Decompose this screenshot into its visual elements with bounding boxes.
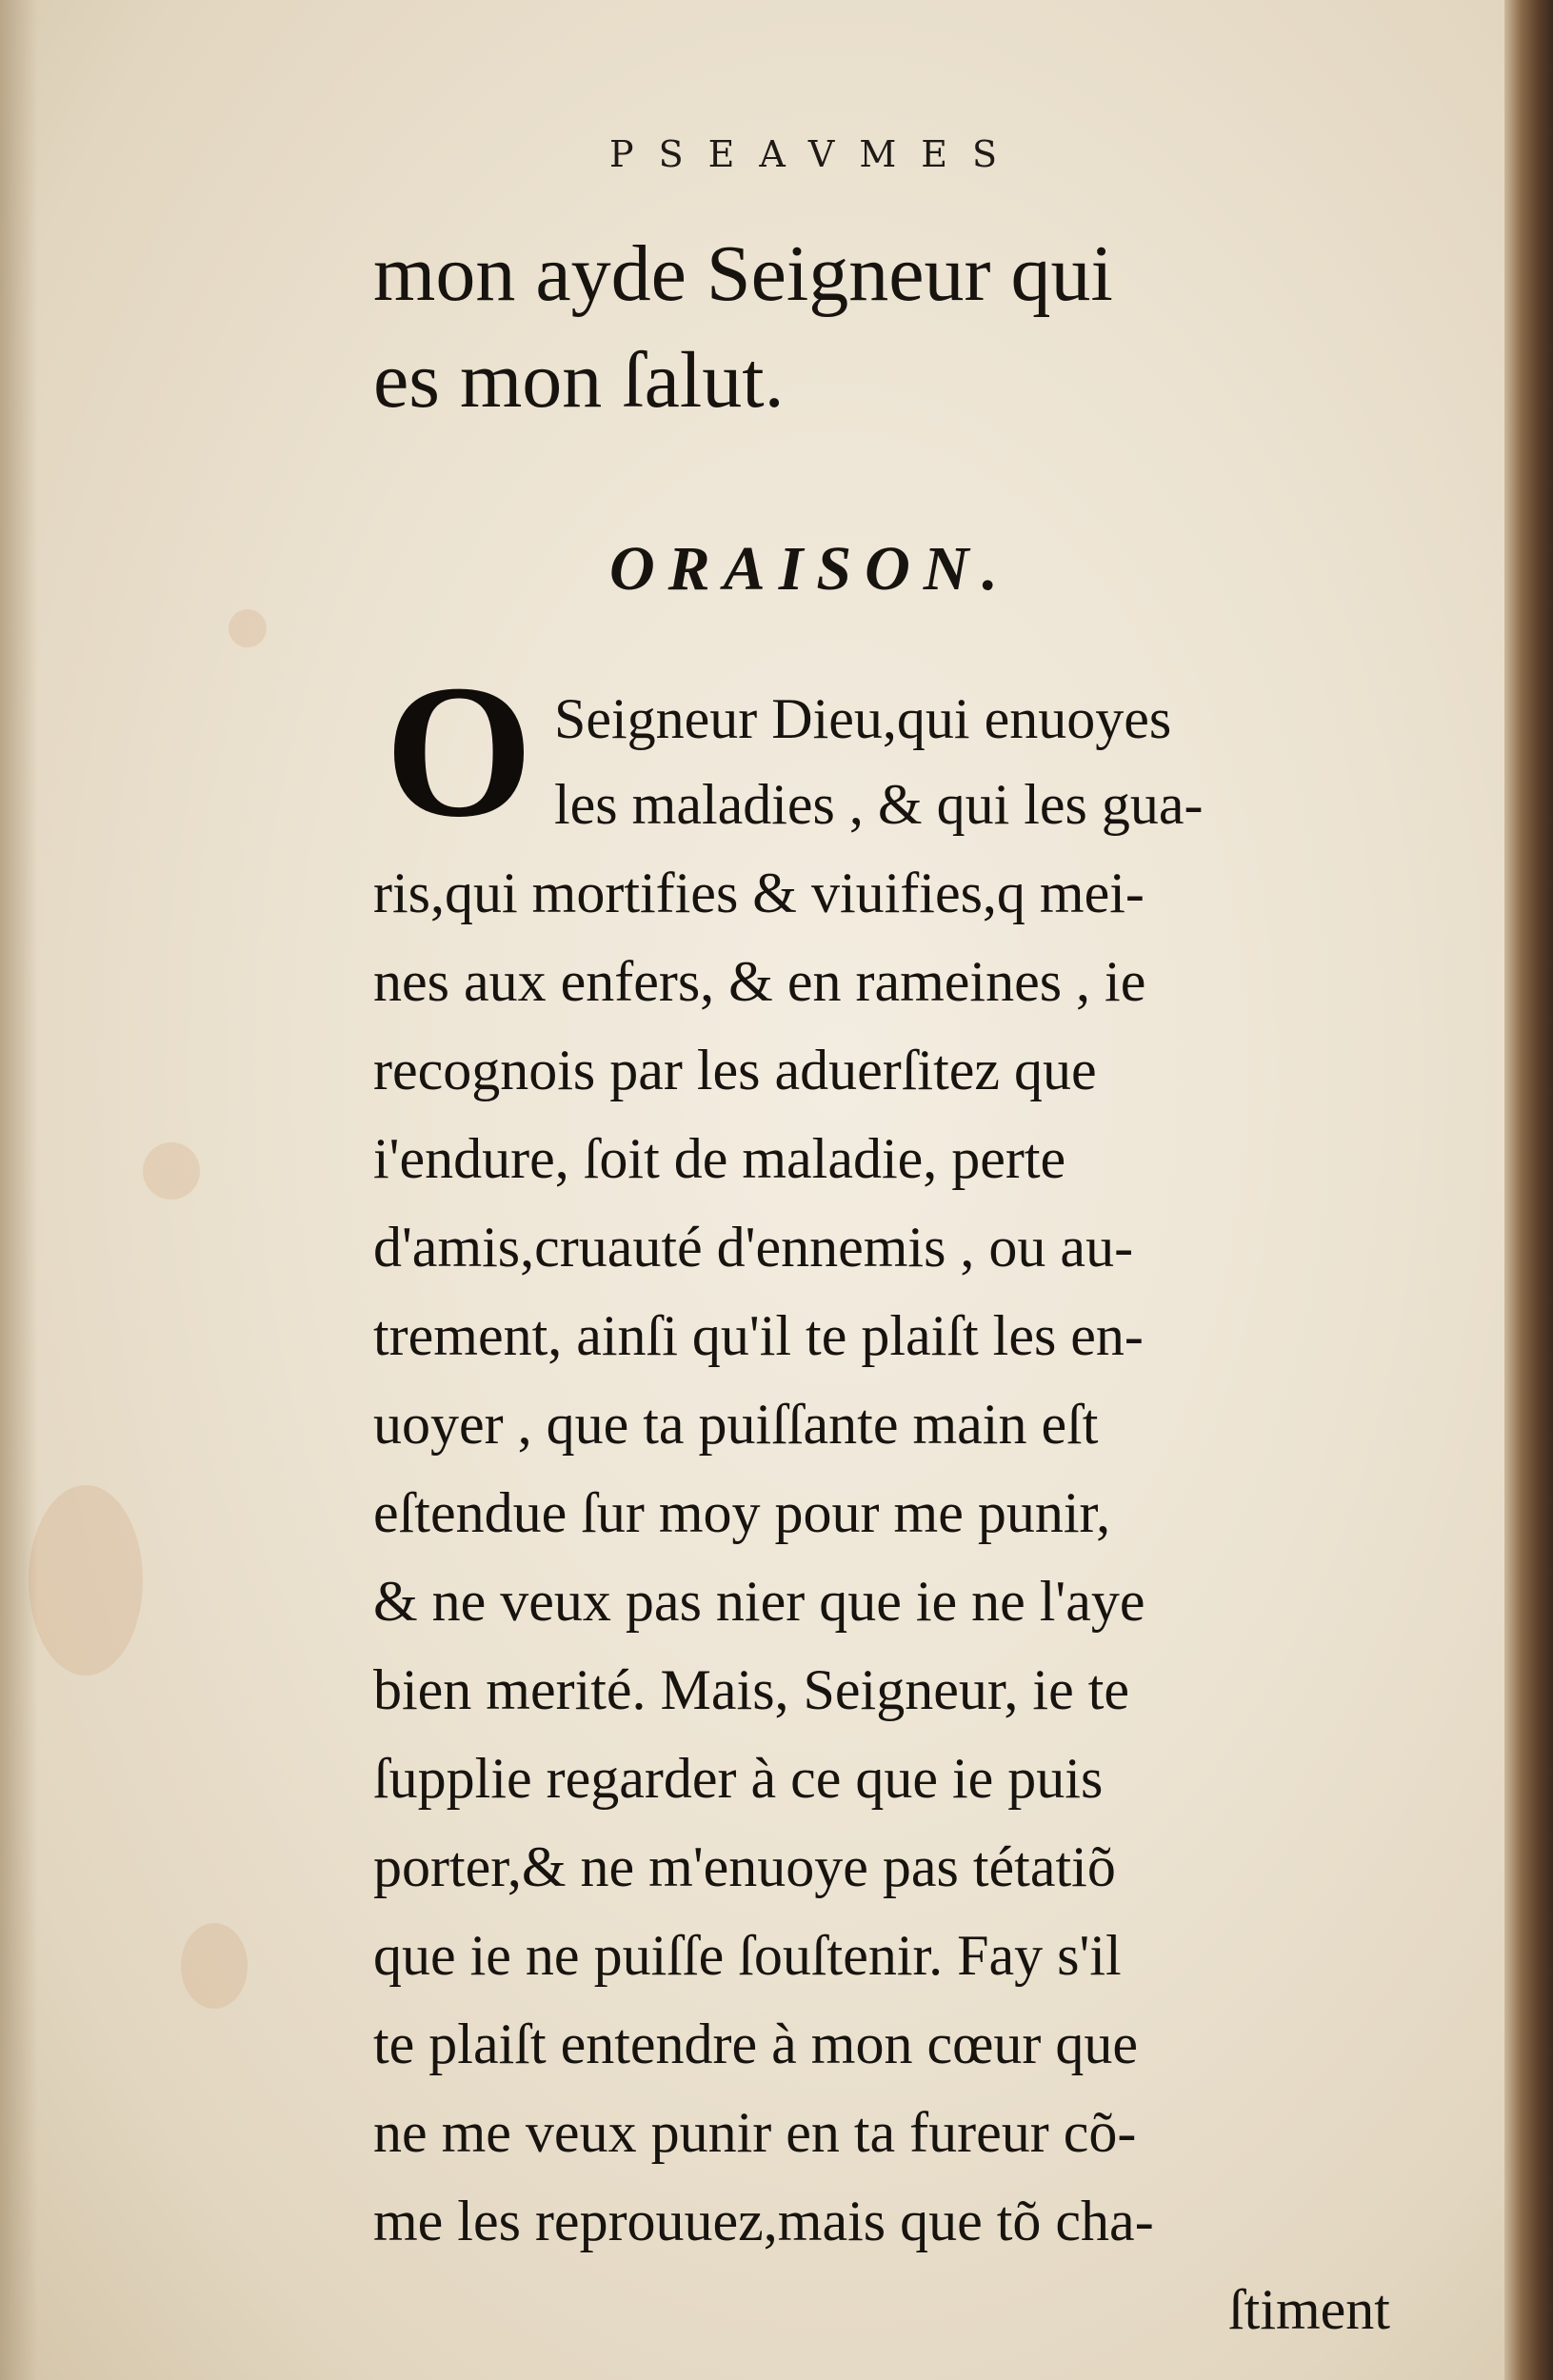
prayer-line-1: Seigneur Dieu,qui enuoyes bbox=[554, 687, 1172, 750]
drop-cap: O bbox=[385, 646, 533, 857]
foxing-stain bbox=[181, 1923, 248, 2009]
prayer-line-10: eſtendue ſur moy pour me punir, bbox=[373, 1481, 1111, 1544]
prayer-line-15: que ie ne puiſſe ſouſtenir. Fay s'il bbox=[373, 1924, 1122, 1987]
prayer-line-17: ne me veux punir en ta fureur cõ- bbox=[373, 2101, 1137, 2164]
gutter-shadow bbox=[0, 0, 38, 2380]
prayer-line-2: les maladies , & qui les gua- bbox=[554, 773, 1204, 836]
foxing-stain bbox=[229, 609, 267, 647]
page-edge bbox=[1504, 0, 1553, 2380]
prayer-line-9: uoyer , que ta puiſſante main eſt bbox=[373, 1393, 1099, 1456]
prayer-line-11: & ne veux pas nier que ie ne l'aye bbox=[373, 1570, 1145, 1633]
prayer-line-4: nes aux enfers, & en rameines , ie bbox=[373, 950, 1146, 1013]
prayer-line-18: me les reprouuez,mais que tõ cha- bbox=[373, 2190, 1154, 2252]
prayer-line-14: porter,& ne m'enuoye pas tétatiõ bbox=[373, 1835, 1116, 1898]
prayer-line-7: d'amis,cruauté d'ennemis , ou au- bbox=[373, 1216, 1134, 1279]
foxing-stain bbox=[143, 1142, 200, 1200]
prayer-line-12: bien merité. Mais, Seigneur, ie te bbox=[373, 1658, 1130, 1721]
section-heading: ORAISON. bbox=[609, 534, 1011, 604]
prayer-line-16: te plaiſt entendre à mon cœur que bbox=[373, 2013, 1139, 2075]
top-line-2: es mon ſalut. bbox=[373, 336, 785, 425]
prayer-line-6: i'endure, ſoit de maladie, perte bbox=[373, 1127, 1066, 1190]
prayer-line-5: recognois par les aduerſitez que bbox=[373, 1039, 1097, 1101]
foxing-stain bbox=[29, 1485, 143, 1676]
prayer-line-3: ris,qui mortifies & viuifies,q mei- bbox=[373, 862, 1145, 924]
prayer-line-8: trement, ainſi qu'il te plaiſt les en- bbox=[373, 1304, 1144, 1367]
prayer-line-19: ſtiment bbox=[1228, 2278, 1390, 2341]
top-line-1: mon ayde Seigneur qui bbox=[373, 229, 1113, 318]
prayer-line-13: ſupplie regarder à ce que ie puis bbox=[373, 1747, 1104, 1810]
running-head: PSEAVMES bbox=[609, 133, 1023, 175]
